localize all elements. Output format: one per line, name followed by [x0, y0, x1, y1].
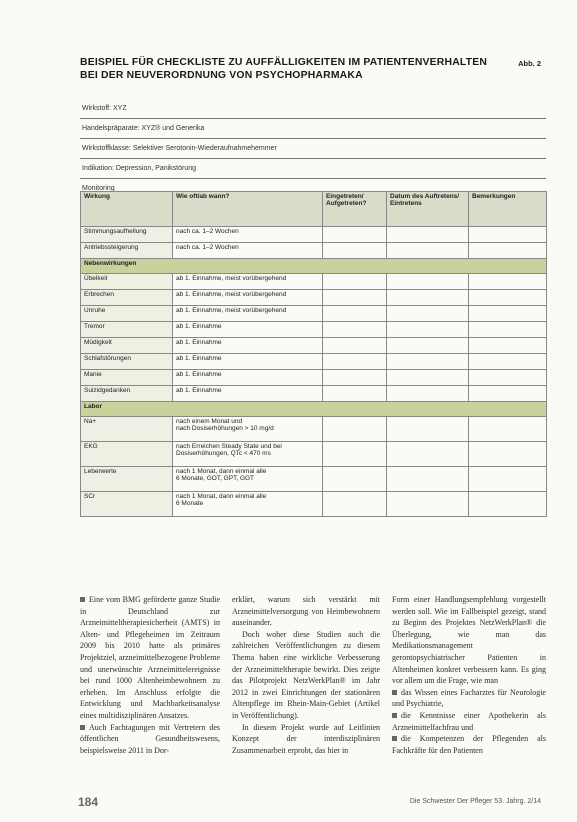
- table-row: [81, 442, 547, 467]
- empty-cell: [323, 417, 387, 442]
- effect-cell: Leberwerte: [81, 467, 173, 492]
- section-header: [81, 259, 547, 274]
- table-row: [81, 354, 547, 370]
- page-number: 184: [78, 795, 99, 809]
- empty-cell: [323, 442, 387, 467]
- side-effects: [81, 274, 547, 402]
- empty-cell: [323, 322, 387, 338]
- empty-cell: [469, 467, 547, 492]
- timing-cell: ab 1. Einnahme: [173, 386, 323, 402]
- table-row: [81, 417, 547, 442]
- table-row: [81, 306, 547, 322]
- empty-cell: [387, 386, 469, 402]
- table-row: [81, 467, 547, 492]
- paragraph: Form einer Handlungsempfehlung vorgestellt werden soll. Wie im Fallbeispiel gezeigt, stand zu Beginn des Projektes NetzWerkPlan® die Überlegung, wie man das Medikationsmanagement gerontopsychiatrischer Patienten in Altenheimen konkret verbessern kann. Es ging vor allem um die Frage, wie man: [392, 595, 546, 686]
- timing-cell: ab 1. Einnahme, meist vorübergehend: [173, 306, 323, 322]
- empty-cell: [323, 274, 387, 290]
- header-cell: Eingetreten/ Aufgetreten?: [323, 192, 387, 227]
- empty-cell: [387, 370, 469, 386]
- empty-cell: [469, 338, 547, 354]
- info-row: Wirkstoffklasse: Selektiver Serotonin-Wiederaufnahmehemmer: [80, 139, 546, 159]
- info-row: Indikation: Depression, Panikstörung: [80, 159, 546, 179]
- effect-cell: Na+: [81, 417, 173, 442]
- bullet-item: das Wissen eines Facharztes für Neurologie und Psychiatrie,: [392, 687, 546, 709]
- effect-cell: Erbrechen: [81, 290, 173, 306]
- timing-cell: ab 1. Einnahme: [173, 338, 323, 354]
- effect-cell: Unruhe: [81, 306, 173, 322]
- empty-cell: [469, 227, 547, 243]
- info-row: Handelspräparate: XYZ® und Generika: [80, 119, 546, 139]
- figure-title: [80, 56, 500, 82]
- timing-cell: ab 1. Einnahme, meist vorübergehend: [173, 274, 323, 290]
- empty-cell: [323, 338, 387, 354]
- effect-cell: Stimmungsaufhellung: [81, 227, 173, 243]
- empty-cell: [323, 370, 387, 386]
- table-row: [81, 338, 547, 354]
- lab-checks: [81, 417, 547, 517]
- header-cell: Datum des Auftretens/ Eintretens: [387, 192, 469, 227]
- bullet-square-icon: [392, 713, 397, 718]
- bullet-square-icon: [80, 725, 85, 730]
- drug-info: [80, 99, 546, 198]
- section-label: Nebenwirkungen: [81, 259, 547, 274]
- empty-cell: [387, 227, 469, 243]
- section-header: [81, 402, 547, 417]
- empty-cell: [469, 243, 547, 259]
- bullet-square-icon: [80, 597, 85, 602]
- header-cell: Bemerkungen: [469, 192, 547, 227]
- effect-cell: Schlafstörungen: [81, 354, 173, 370]
- effect-cell: EKG: [81, 442, 173, 467]
- effect-cell: Suizidgedanken: [81, 386, 173, 402]
- empty-cell: [469, 370, 547, 386]
- timing-cell: ab 1. Einnahme: [173, 322, 323, 338]
- timing-cell: nach ca. 1–2 Wochen: [173, 227, 323, 243]
- empty-cell: [323, 243, 387, 259]
- effect-cell: Antriebssteigerung: [81, 243, 173, 259]
- empty-cell: [387, 274, 469, 290]
- figure-number: Abb. 2: [518, 59, 541, 68]
- effect-cell: Tremor: [81, 322, 173, 338]
- empty-cell: [323, 467, 387, 492]
- table-row: [81, 370, 547, 386]
- paragraph: erklärt, warum sich verstärkt mit Arzneimittelversorgung von Heimbewohnern auseinander.: [232, 595, 380, 628]
- timing-cell: nach ca. 1–2 Wochen: [173, 243, 323, 259]
- empty-cell: [387, 492, 469, 517]
- timing-cell: nach einem Monat und nach Dosiserhöhungen > 10 mg/d: [173, 417, 323, 442]
- text-column-2: [232, 594, 380, 756]
- effect-cell: SCr: [81, 492, 173, 517]
- timing-cell: ab 1. Einnahme, meist vorübergehend: [173, 290, 323, 306]
- timing-cell: nach Erreichen Steady State und bei Dosiserhöhungen, QTc < 470 ms: [173, 442, 323, 467]
- title-line-2: BEI DER NEUVERORDNUNG VON PSYCHOPHARMAKA: [80, 70, 363, 81]
- monitoring-table: [80, 191, 547, 517]
- empty-cell: [469, 354, 547, 370]
- empty-cell: [469, 386, 547, 402]
- empty-cell: [387, 290, 469, 306]
- empty-cell: [323, 306, 387, 322]
- info-row: Wirkstoff: XYZ: [80, 99, 546, 119]
- main-effects: [81, 227, 547, 259]
- empty-cell: [469, 442, 547, 467]
- empty-cell: [387, 467, 469, 492]
- empty-cell: [469, 322, 547, 338]
- title-line-1: BEISPIEL FÜR CHECKLISTE ZU AUFFÄLLIGKEITEN IM PATIENTENVERHALTEN: [80, 57, 488, 68]
- paragraph: Eine vom BMG geförderte ganze Studie in Deutschland zur Arzneimitteltherapiesicherheit (AMTS) in Alten- und Pflegeheimen im Zeitraum 2009 bis 2010 hatte als primäres Projektziel, arzneimittelbezogene Probleme und unerwünschte Arzneimittelereignisse bei rund 1000 Altenheimbewohnern zu erheben. Im Anschluss erfolgte die Entwicklung und Machbarkeitsanalyse eines multidisziplinären Ansatzes.: [80, 595, 220, 720]
- paragraph: In diesem Projekt wurde auf Leitlinien Konzept der interdisziplinären Zusammenarbeit erprobt, das hier in: [232, 722, 380, 755]
- table-row: [81, 492, 547, 517]
- info-row: Monitoring: [82, 185, 115, 192]
- effect-cell: Übelkeit: [81, 274, 173, 290]
- empty-cell: [387, 354, 469, 370]
- bullet-item: die Kenntnisse einer Apothekerin als Arzneimittelfachfrau und: [392, 710, 546, 732]
- timing-cell: ab 1. Einnahme: [173, 370, 323, 386]
- empty-cell: [323, 354, 387, 370]
- empty-cell: [323, 227, 387, 243]
- table-row: [81, 322, 547, 338]
- table-row: [81, 386, 547, 402]
- bullet-square-icon: [392, 690, 397, 695]
- text-column-3: [392, 594, 546, 756]
- empty-cell: [387, 243, 469, 259]
- empty-cell: [323, 492, 387, 517]
- empty-cell: [323, 290, 387, 306]
- empty-cell: [387, 338, 469, 354]
- section-label: Labor: [81, 402, 547, 417]
- empty-cell: [323, 386, 387, 402]
- table-row: [81, 243, 547, 259]
- empty-cell: [469, 306, 547, 322]
- text-column-1: [80, 594, 220, 756]
- header-cell: Wie oft/ab wann?: [173, 192, 323, 227]
- table-header-row: [81, 192, 547, 227]
- empty-cell: [387, 417, 469, 442]
- empty-cell: [469, 274, 547, 290]
- empty-cell: [387, 306, 469, 322]
- timing-cell: nach 1 Monat, dann einmal alle 6 Monate, GOT, GPT, GGT: [173, 467, 323, 492]
- empty-cell: [469, 290, 547, 306]
- table-row: [81, 274, 547, 290]
- journal-footer: Die Schwester Der Pfleger 53. Jahrg. 2/14: [409, 798, 541, 805]
- table-row: [81, 290, 547, 306]
- timing-cell: ab 1. Einnahme: [173, 354, 323, 370]
- effect-cell: Müdigkeit: [81, 338, 173, 354]
- header-cell: Wirkung: [81, 192, 173, 227]
- empty-cell: [469, 492, 547, 517]
- table-row: [81, 227, 547, 243]
- paragraph: Auch Fachtagungen mit Vertretern des öffentlichen Gesundheitswesens, beispielsweise 2011 in Dor-: [80, 722, 220, 755]
- paragraph: Doch woher diese Studien auch die zahlreichen Veröffentlichungen zu diesem Thema haben eine wirkliche Verbesserung der Arzneimitteltherapie bewirkt. Dies zeigte das Pilotprojekt NetzWerkPlan® im Jahr 2012 in zwei Einrichtungen der stationären Altenpflege im Rhein-Main-Gebiet (Artikel in Veröffentlichung).: [232, 629, 380, 720]
- bullet-square-icon: [392, 736, 397, 741]
- empty-cell: [469, 417, 547, 442]
- bullet-item: die Kompetenzen der Pflegenden als Fachkräfte für den Patienten: [392, 734, 546, 755]
- empty-cell: [387, 442, 469, 467]
- effect-cell: Manie: [81, 370, 173, 386]
- timing-cell: nach 1 Monat, dann einmal alle 6 Monate: [173, 492, 323, 517]
- empty-cell: [387, 322, 469, 338]
